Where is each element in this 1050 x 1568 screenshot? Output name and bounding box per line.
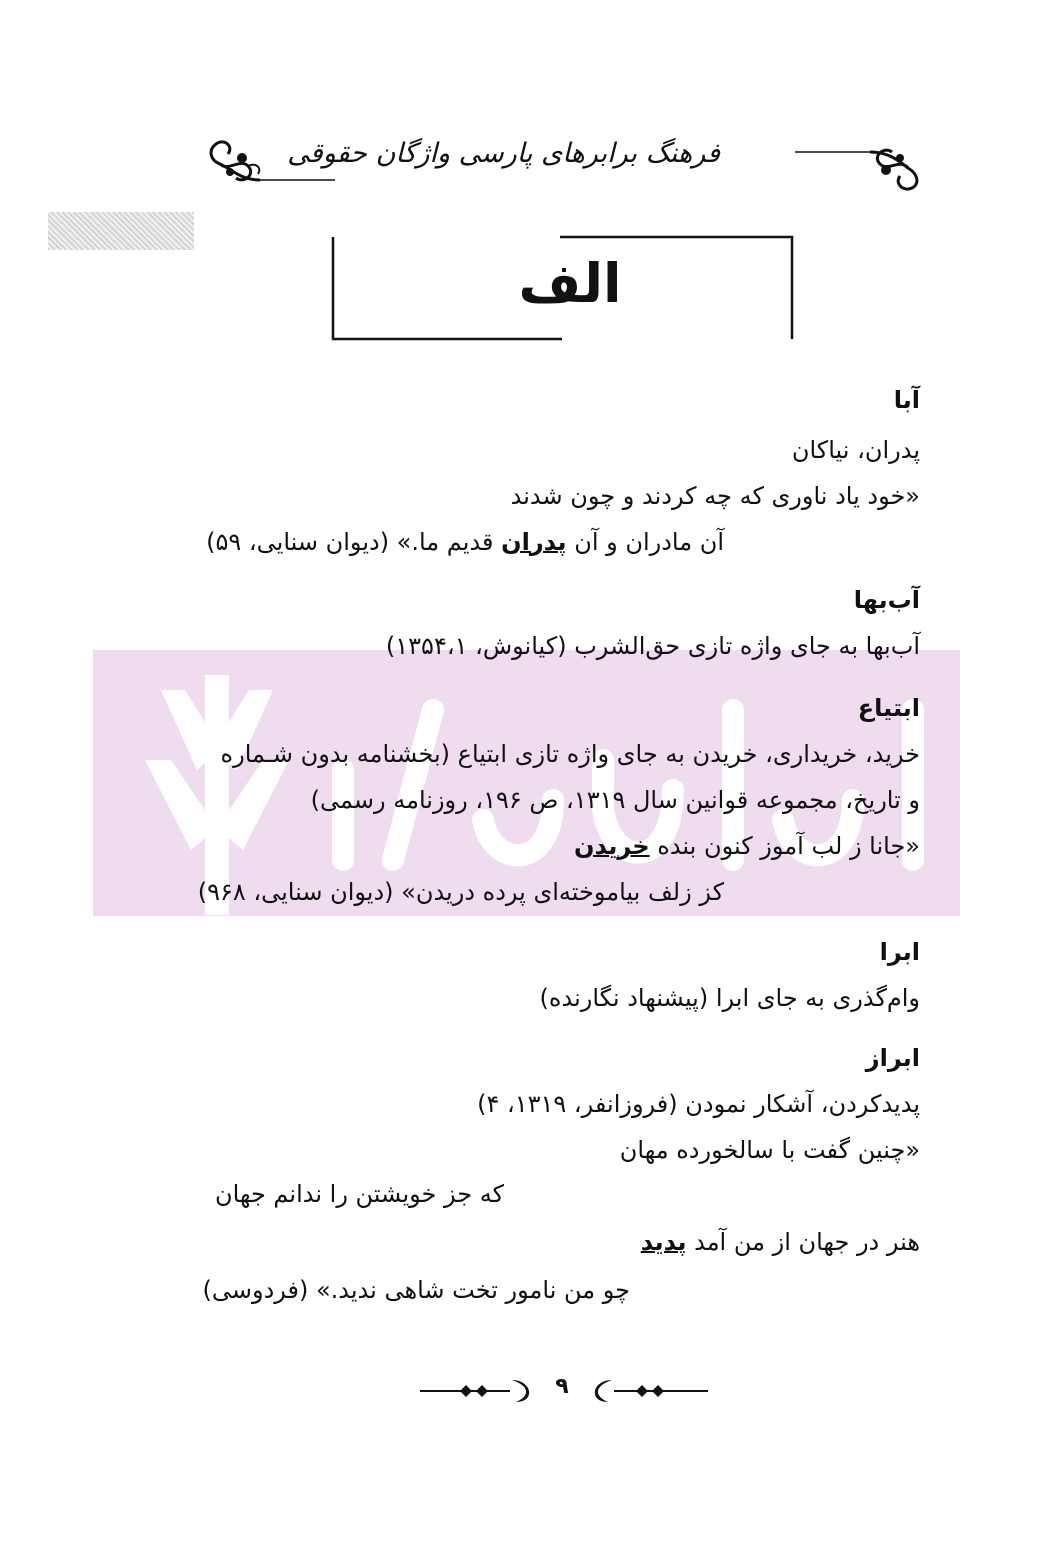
entry-line: خرید، خریداری، خریدن به جای واژه تازی ابتیاع (بخشنامه بدون شـماره (220, 740, 920, 768)
verse-line: که جز خویشتن را ندانم جهان (214, 1180, 504, 1208)
verse-line: هنر در جهان از من آمد پدید (640, 1228, 920, 1256)
header-ornament-right-icon (790, 128, 930, 196)
running-header-title: فرهنگ برابرهای پارسی واژگان حقوقی (287, 138, 720, 169)
entry-line: پدیدکردن، آشکار نمودن (فروزانفر، ۱۳۱۹، ۴) (477, 1090, 920, 1118)
highlighted-word: خریدن (574, 832, 650, 860)
header-ornament-left-icon (200, 128, 340, 196)
section-letter: الف (518, 252, 622, 315)
entry-line: «خود یاد ناوری که چه کردند و چون شدند (510, 482, 920, 510)
footer-ornament-left-icon (420, 1376, 540, 1406)
entry-line: آب‌بها به جای واژه تازی حق‌الشرب (کیانوش، ۱۳۵۴،۱) (385, 632, 920, 660)
verse-line: «جانا ز لب آموز کنون بنده خریدن (574, 832, 920, 860)
verse-line: کز زلف بیاموخته‌ای پرده دریدن» (دیوان سنایی، ۹۶۸) (197, 878, 724, 906)
verse-line: آن مادران و آن پدران قدیم ما.» (دیوان سنایی، ۵۹) (206, 528, 724, 556)
entry-term: آبا (893, 386, 920, 414)
page-number: ۹ (555, 1374, 569, 1399)
verse-line: «چنین گفت با سالخورده مهان (619, 1136, 920, 1164)
entry-line: وام‌گذری به جای ابرا (پیشنهاد نگارنده) (539, 984, 920, 1012)
entry-line: پدران، نیاکان (791, 436, 920, 464)
entry-term: ابراز (865, 1044, 920, 1072)
footer-ornament-right-icon (584, 1376, 708, 1406)
highlighted-word: پدران (501, 528, 567, 556)
watermark-logo-icon (93, 650, 960, 916)
entry-term: ابرا (879, 938, 920, 966)
entry-term: آب‌بها (853, 586, 920, 614)
entry-term: ابتیاع (857, 694, 920, 722)
scan-artifact (48, 212, 194, 250)
entry-line: و تاریخ، مجموعه قوانین سال ۱۳۱۹، ص ۱۹۶، روزنامه رسمی) (310, 786, 920, 814)
highlighted-word: پدید (640, 1228, 687, 1256)
verse-line: چو من نامور تخت شاهی ندید.» (فردوسی) (202, 1276, 630, 1304)
